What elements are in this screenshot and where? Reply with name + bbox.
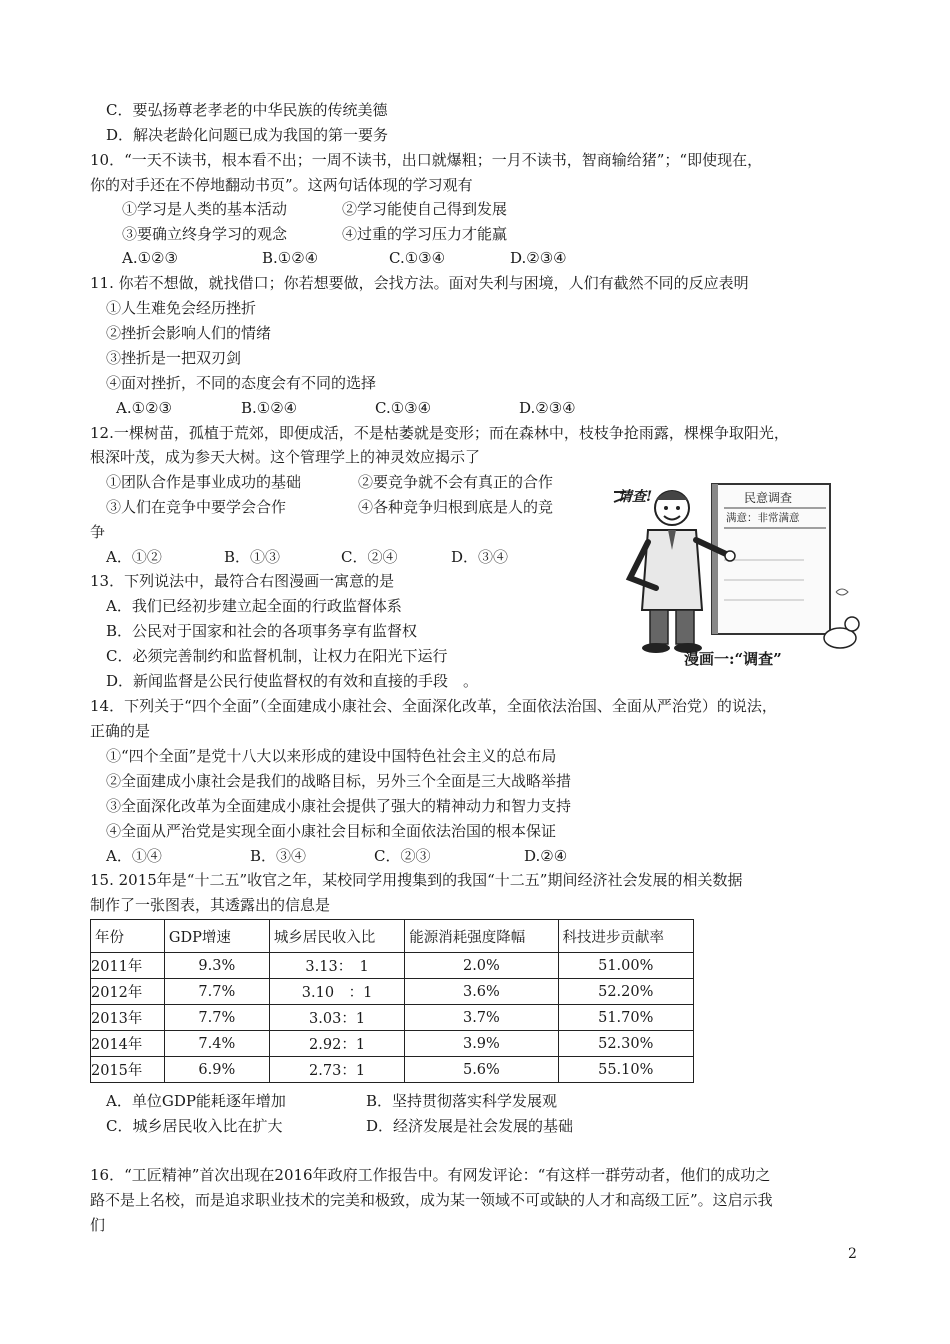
header-income-ratio: 城乡居民收入比 <box>269 920 404 953</box>
q14-stem-line-1: 14．下列关于“四个全面”（全面建成小康社会、全面深化改革，全面依法治国、全面从严治党）的说法， <box>90 697 777 715</box>
header-year: 年份 <box>91 920 165 953</box>
cell-income-ratio: 3.13： 1 <box>269 953 404 979</box>
q13-stem: 13．下列说法中，最符合右图漫画一寓意的是 <box>90 572 395 590</box>
q11-item-2: ②挫折会影响人们的情绪 <box>106 324 272 342</box>
q15-option-a: A．单位GDP能耗逐年增加 <box>106 1092 286 1110</box>
q10-item-1: ①学习是人类的基本活动 <box>122 200 288 218</box>
q9-option-d: D．解决老龄化问题已成为我国的第一要务 <box>106 126 389 144</box>
cartoon-board-text: 满意：非常满意 <box>726 512 800 524</box>
cell-gdp-growth: 7.4% <box>164 1031 269 1057</box>
cell-energy-reduction: 3.9% <box>405 1031 558 1057</box>
cell-income-ratio: 3.03：1 <box>269 1005 404 1031</box>
cell-income-ratio: 2.92：1 <box>269 1031 404 1057</box>
table-row <box>91 1031 694 1057</box>
q9-option-c: C．要弘扬尊老孝老的中华民族的传统美德 <box>106 101 388 119</box>
cartoon-speech-text: 请查! <box>618 489 653 505</box>
q13-option-d: D．新闻监督是公民行使监督权的有效和直接的手段 。 <box>106 672 479 690</box>
table-row <box>91 953 694 979</box>
table-row <box>91 1057 694 1083</box>
q15-option-d: D．经济发展是社会发展的基础 <box>366 1117 574 1135</box>
q12-option-d: D．③④ <box>451 548 509 566</box>
q12-item-4-continued: 争 <box>90 523 106 541</box>
table-row <box>91 1005 694 1031</box>
header-tech-contribution: 科技进步贡献率 <box>558 920 693 953</box>
cartoon-caption: 漫画一:“调查” <box>684 650 782 668</box>
cell-tech-contribution: 52.20% <box>558 979 693 1005</box>
q11-option-b: B.①②④ <box>241 399 298 417</box>
table-row <box>91 979 694 1005</box>
cartoon-survey <box>604 470 862 670</box>
q14-item-2: ②全面建成小康社会是我们的战略目标，另外三个全面是三大战略举措 <box>106 772 572 790</box>
q15-option-c: C．城乡居民收入比在扩大 <box>106 1117 283 1135</box>
cell-energy-reduction: 2.0% <box>405 953 558 979</box>
q16-stem-line-2: 路不是上名校，而是追求职业技术的完美和极致，成为某一领域不可或缺的人才和高级工匠”。这启示我 <box>90 1191 773 1209</box>
cell-energy-reduction: 3.7% <box>405 1005 558 1031</box>
q10-option-d: D.②③④ <box>510 249 567 267</box>
cell-gdp-growth: 6.9% <box>164 1057 269 1083</box>
cell-tech-contribution: 52.30% <box>558 1031 693 1057</box>
q11-option-c: C.①③④ <box>375 399 432 417</box>
q14-option-d: D.②④ <box>524 847 568 865</box>
header-gdp-growth: GDP增速 <box>164 920 269 953</box>
cell-tech-contribution: 51.70% <box>558 1005 693 1031</box>
page-number: 2 <box>848 1246 857 1262</box>
q12-item-3: ③人们在竞争中要学会合作 <box>106 498 287 516</box>
q10-stem-line-2: 你的对手还在不停地翻动书页”。这两句话体现的学习观有 <box>90 176 473 194</box>
q11-item-1: ①人生难免会经历挫折 <box>106 299 257 317</box>
table-header-row <box>91 920 694 953</box>
q11-option-a: A.①②③ <box>116 399 172 417</box>
q14-stem-line-2: 正确的是 <box>90 722 151 740</box>
cell-gdp-growth: 7.7% <box>164 979 269 1005</box>
q10-option-b: B.①②④ <box>262 249 319 267</box>
q13-option-a: A．我们已经初步建立起全面的行政监督体系 <box>106 597 402 615</box>
q15-stem-line-2: 制作了一张图表，其透露出的信息是 <box>90 896 331 914</box>
q14-option-c: C．②③ <box>374 847 431 865</box>
q10-option-c: C.①③④ <box>389 249 446 267</box>
q15-option-b: B．坚持贯彻落实科学发展观 <box>366 1092 558 1110</box>
cell-income-ratio: 2.73：1 <box>269 1057 404 1083</box>
q11-item-3: ③挫折是一把双刃剑 <box>106 349 242 367</box>
q12-item-2: ②要竞争就不会有真正的合作 <box>358 473 554 491</box>
cell-year: 2014年 <box>91 1031 165 1057</box>
cell-year: 2011年 <box>91 953 165 979</box>
header-energy-reduction: 能源消耗强度降幅 <box>405 920 558 953</box>
cell-year: 2013年 <box>91 1005 165 1031</box>
cell-year: 2015年 <box>91 1057 165 1083</box>
cell-energy-reduction: 5.6% <box>405 1057 558 1083</box>
cartoon-board-title: 民意调查 <box>744 491 793 505</box>
q13-option-b: B．公民对于国家和社会的各项事务享有监督权 <box>106 622 418 640</box>
q14-item-1: ①“四个全面”是党十八大以来形成的建设中国特色社会主义的总布局 <box>106 747 557 765</box>
q16-stem-line-1: 16．“工匠精神”首次出现在2016年政府工作报告中。有网发评论：“有这样一群劳动者，他们的成功之 <box>90 1166 771 1184</box>
q10-item-4: ④过重的学习压力才能赢 <box>342 225 508 243</box>
q12-item-1: ①团队合作是事业成功的基础 <box>106 473 302 491</box>
cell-tech-contribution: 55.10% <box>558 1057 693 1083</box>
q14-option-b: B．③④ <box>250 847 307 865</box>
q16-stem-line-3: 们 <box>90 1216 106 1234</box>
q13-option-c: C．必须完善制约和监督机制，让权力在阳光下运行 <box>106 647 448 665</box>
q15-stem-line-1: 15. 2015年是“十二五”收官之年，某校同学用搜集到的我国“十二五”期间经济社会发展的相关数据 <box>90 871 743 889</box>
cell-gdp-growth: 7.7% <box>164 1005 269 1031</box>
q14-item-4: ④全面从严治党是实现全面小康社会目标和全面依法治国的根本保证 <box>106 822 557 840</box>
q11-option-d: D.②③④ <box>519 399 576 417</box>
q12-option-b: B．①③ <box>224 548 281 566</box>
q10-item-2: ②学习能使自己得到发展 <box>342 200 508 218</box>
q14-item-3: ③全面深化改革为全面建成小康社会提供了强大的精神动力和智力支持 <box>106 797 572 815</box>
q14-option-a: A．①④ <box>106 847 162 865</box>
cell-year: 2012年 <box>91 979 165 1005</box>
q12-option-a: A．①② <box>106 548 162 566</box>
cell-tech-contribution: 51.00% <box>558 953 693 979</box>
cell-gdp-growth: 9.3% <box>164 953 269 979</box>
q15-data-table <box>90 919 694 1083</box>
q12-stem-line-1: 12.一棵树苗，孤植于荒郊，即便成活，不是枯萎就是变形；而在森林中，枝枝争抢雨露，棵棵争取阳光， <box>90 424 789 442</box>
cell-income-ratio: 3.10 ：1 <box>269 979 404 1005</box>
cell-energy-reduction: 3.6% <box>405 979 558 1005</box>
q10-item-3: ③要确立终身学习的观念 <box>122 225 288 243</box>
q10-stem-line-1: 10．“一天不读书，根本看不出；一周不读书，出口就爆粗；一月不读书，智商输给猪”；“即使现在， <box>90 151 763 169</box>
q12-item-4: ④各种竞争归根到底是人的竞 <box>358 498 554 516</box>
q11-item-4: ④面对挫折，不同的态度会有不同的选择 <box>106 374 377 392</box>
q10-option-a: A.①②③ <box>122 249 178 267</box>
q12-stem-line-2: 根深叶茂，成为参天大树。这个管理学上的神灵效应揭示了 <box>90 448 481 466</box>
q11-stem: 11. 你若不想做，就找借口；你若想要做，会找方法。面对失利与困境，人们有截然不同的反应表明 <box>90 274 749 292</box>
q12-option-c: C．②④ <box>341 548 398 566</box>
